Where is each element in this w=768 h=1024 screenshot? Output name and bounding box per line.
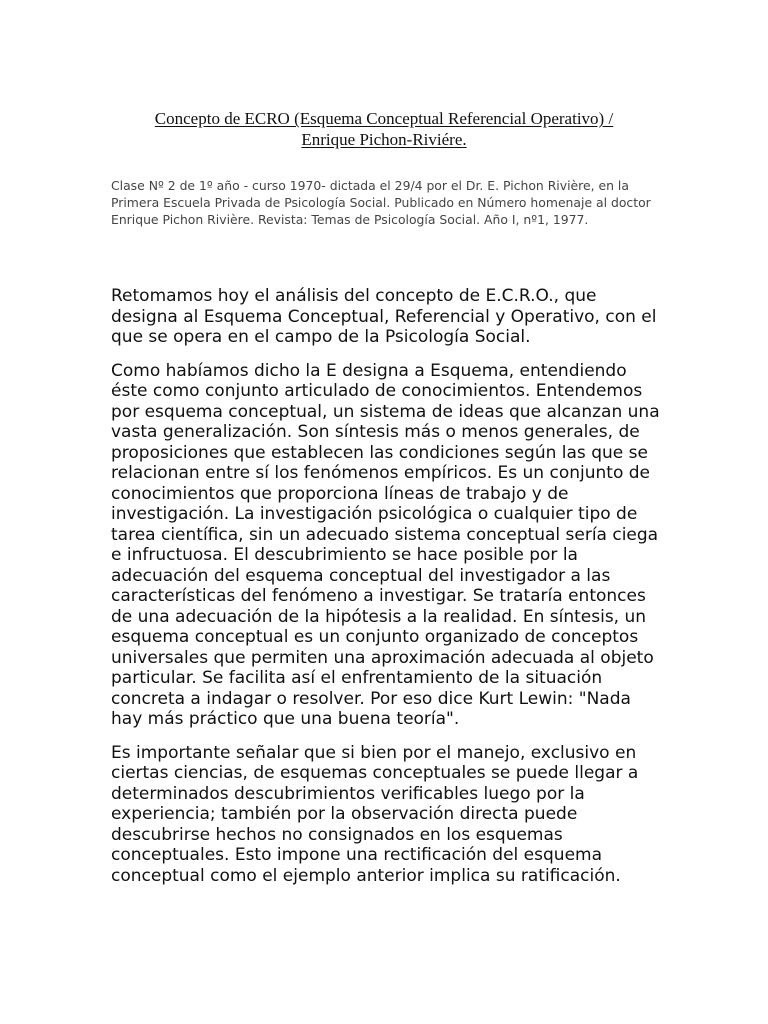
paragraph-1: Retomamos hoy el análisis del concepto de E.C.R.O., que designa al Esquema Conceptual, Referencial y Operativo, con el que se opera en el campo de la Psicología Social. [111,286,657,347]
document-body [111,286,663,899]
paragraph-3: Es importante señalar que si bien por el manejo, exclusivo en ciertas ciencias, de esquemas conceptuales se puede llegar a determinados descubrimientos verificables luego por la experiencia; también por la observación directa puede descubrirse hechos no consignados en los esquemas conceptuales. Esto impone una rectificación del esquema conceptual como el ejemplo anterior implica su ratificación. [111,742,639,886]
intro-note: Clase Nº 2 de 1º año - curso 1970- dictada el 29/4 por el Dr. E. Pichon Rivière, en la Primera Escuela Privada de Psicología Social. Publicado en Número homenaje al doctor Enrique Pichon Rivière. Revista: Temas de Psicología Social. Año I, nº1, 1977. [111,178,651,227]
title-line-2 [0,129,768,150]
title-line-1 [0,108,768,129]
title-line-2-text: Enrique Pichon-Riviére. [301,130,467,149]
paragraph-2: Como habíamos dicho la E designa a Esquema, entendiendo éste como conjunto articulado de conocimientos. Entendemos por esquema conceptual, un sistema de ideas que alcanzan una vasta generalización. Son síntesis más o menos generales, de proposiciones que establecen las condiciones según las que se relacionan entre sí los fenómenos empíricos. Es un conjunto de conocimientos que proporciona líneas de trabajo y de investigación. La investigación psicológica o cualquier tipo de tarea científica, sin un adecuado sistema conceptual sería ciega e infructuosa. El descubrimiento se hace posible por la adecuación del esquema conceptual del investigador a las características del fenómeno a investigar. Se trataría entonces de una adecuación de la hipótesis a la realidad. En síntesis, un esquema conceptual es un conjunto organizado de conceptos universales que permiten una aproximación adecuada al objeto particular. Se facilita así el enfrentamiento de la situación concreta a indagar o resolver. Por eso dice Kurt Lewin: "Nada hay más práctico que una buena teoría". [111,360,660,729]
title-line-1-text: Concepto de ECRO (Esquema Conceptual Referencial Operativo) / [154,109,614,128]
document-title [0,108,768,150]
